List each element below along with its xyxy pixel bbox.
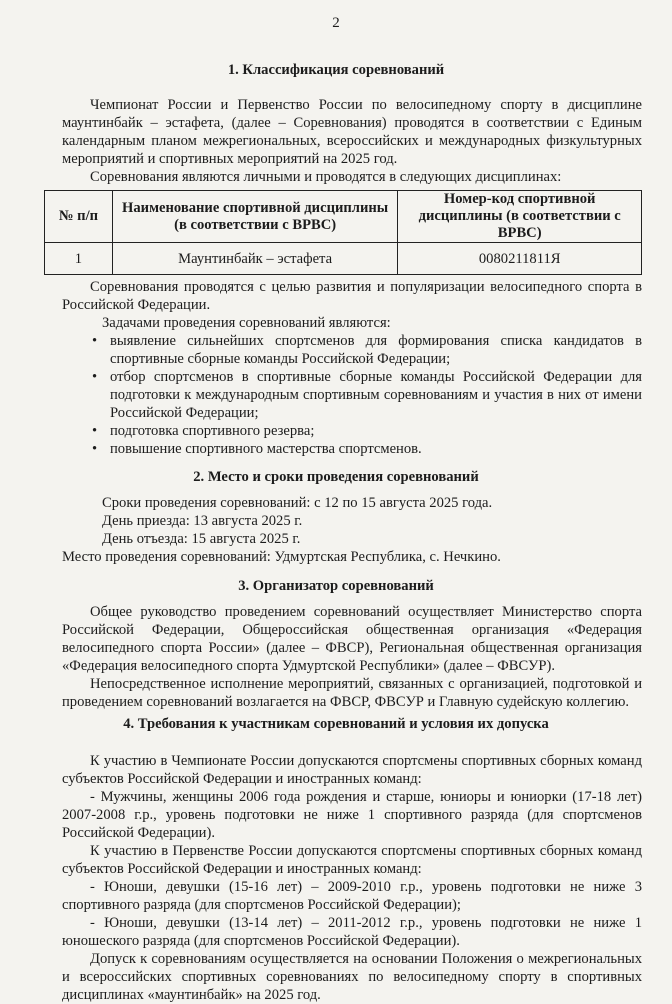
list-item: • повышение спортивного мастерства спортсменов. [62,440,642,458]
disciplines-table [44,190,642,275]
table-cell: 0080211811Я [398,243,642,275]
dates-text: Сроки проведения соревнований: с 12 по 15 августа 2025 года. [102,495,493,511]
arrival-text: День приезда: 13 августа 2025 г. [102,513,303,529]
list-item: • выявление сильнейших спортсменов для формирования списка кандидатов в спортивные сборные команды Российской Федерации; [62,332,642,368]
table-header-row [45,191,642,243]
section1-para2: Соревнования являются личными и проводятся в следующих дисциплинах: [90,169,562,185]
table-header-cell: Наименование спортивной дисциплины (в соответствии с ВРВС) [112,191,398,243]
section4-para2: - Мужчины, женщины 2006 года рождения и старше, юниоры и юниорки (17-18 лет) 2007-2008 г.р., уровень подготовки не ниже 1 спортивного разряда (для спортсменов Российской Федерации). [62,789,642,841]
section3-block [62,603,642,711]
page-number: 2 [332,15,340,31]
section3-para1: Общее руководство проведением соревнований осуществляет Министерство спорта Российской Федерации, Общероссийская общественная организация «Федерация велосипедного спорта России» (далее – ФВСР), Региональная общественная организация «Федерация велосипедного спорта Удмуртской Республики» (далее – ФВСУР). [62,604,642,674]
section4-para4: - Юноши, девушки (15-16 лет) – 2009-2010 г.р., уровень подготовки не ниже 3 спортивного разряда (для спортсменов Российской Федерации); [62,879,642,913]
tasks-intro: Задачами проведения соревнований являются: [102,315,391,331]
section4-para5: - Юноши, девушки (13-14 лет) – 2011-2012 г.р., уровень подготовки не ниже 1 юношеского разряда (для спортсменов Российской Федерации). [62,915,642,949]
departure-text: День отъезда: 15 августа 2025 г. [102,531,301,547]
section1-para3: Соревнования проводятся с целью развития и популяризации велосипедного спорта в Российской Федерации. [62,279,642,313]
section1-heading: 1. Классификация соревнований [227,62,445,78]
section4-heading: 4. Требования к участникам соревнований и условия их допуска [123,716,549,732]
section4-block [62,752,642,1004]
table-cell: Маунтинбайк – эстафета [112,243,398,275]
section3-para2: Непосредственное исполнение мероприятий, связанных с организацией, подготовкой и проведением соревнований возлагается на ФВСР, ФВСУР и Главную судейскую коллегию. [62,676,642,710]
table-header-cell: № п/п [45,191,113,243]
section4-para6: Допуск к соревнованиям осуществляется на основании Положения о межрегиональных и всероссийских спортивных соревнованиях по велосипедному спорту в спортивных дисциплинах «маунтинбайк» на 2025 год. [62,951,642,1003]
table-cell: 1 [45,243,113,275]
section4-para1: К участию в Чемпионате России допускаются спортсмены спортивных сборных команд субъектов Российской Федерации и иностранных команд: [62,753,642,787]
section2-heading: 2. Место и сроки проведения соревнований [193,469,479,485]
section1-para1-block [62,96,642,186]
list-item: • отбор спортсменов в спортивные сборные команды Российской Федерации для подготовки к международным спортивным соревнованиям и участия в них от имени Российской Федерации; [62,368,642,422]
tasks-list [62,332,642,458]
section3-heading: 3. Организатор соревнований [238,578,434,594]
venue-text: Место проведения соревнований: Удмуртская Республика, с. Нечкино. [62,549,501,565]
list-item: • подготовка спортивного резерва; [62,422,642,440]
section2-block [62,494,642,566]
table-row [45,243,642,275]
section1-para1: Чемпионат России и Первенство России по велосипедному спорту в дисциплине маунтинбайк – эстафета, (далее – Соревнования) проводятся в соответствии с Единым календарным планом межрегиональных, всероссийских и международных физкультурных мероприятий и спортивных мероприятий на 2025 год. [62,97,642,167]
section4-para3: К участию в Первенстве России допускаются спортсмены спортивных сборных команд субъектов Российской Федерации и иностранных команд: [62,843,642,877]
section1-goals-block [62,278,642,458]
table-header-cell: Номер-код спортивной дисциплины (в соответствии с ВРВС) [398,191,642,243]
